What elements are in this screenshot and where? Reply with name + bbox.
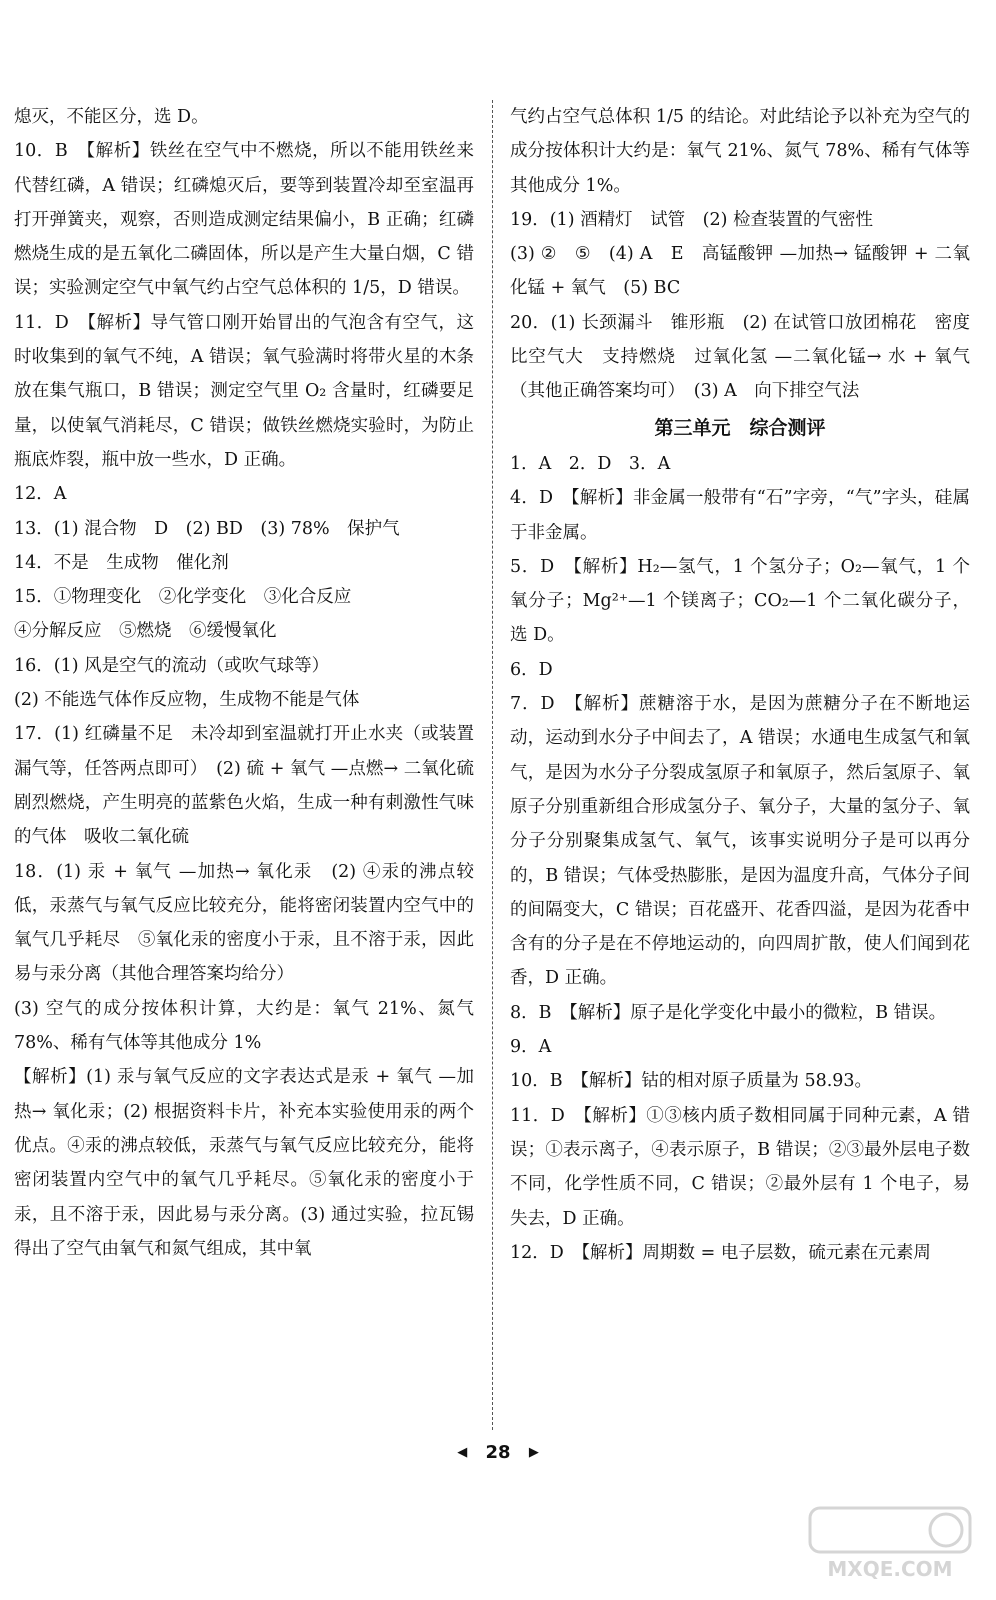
answer-paragraph: 11．D 【解析】①③核内质子数相同属于同种元素，A 错误；①表示离子，④表示原子，B 错误；②③最外层电子数不同，化学性质不同，C 错误；②最外层有 1 个电子，易失去，D 正确。 bbox=[510, 1105, 970, 1229]
answer-paragraph: ④分解反应 ⑤燃烧 ⑥缓慢氧化 bbox=[14, 621, 277, 642]
watermark-logo bbox=[806, 1504, 974, 1582]
answer-paragraph: 18．(1) 汞 + 氧气 —加热→ 氧化汞 (2) ④汞的沸点较低，汞蒸气与氧气反应比较充分，能将密闭装置内空气中的氧气几乎耗尽 ⑤氧化汞的密度小于汞，且不溶于汞，因此易与汞分离（其他合理答案均给分） bbox=[14, 861, 474, 985]
answer-paragraph: 9．A bbox=[510, 1037, 552, 1058]
answer-paragraph: 11．D 【解析】导气管口刚开始冒出的气泡含有空气，这时收集到的氧气不纯，A 错误；氧气验满时将带火星的木条放在集气瓶口，B 错误；测定空气里 O₂ 含量时，红磷要足量，以使氧气消耗尽，C 错误；做铁丝燃烧实验时，为防止瓶底炸裂，瓶中放一些水，D 正确。 bbox=[14, 312, 474, 470]
answer-paragraph: 13．(1) 混合物 D (2) BD (3) 78% 保护气 bbox=[14, 518, 400, 539]
answer-paragraph: 熄灭，不能区分，选 D。 bbox=[14, 107, 209, 127]
answer-paragraph: 15．①物理变化 ②化学变化 ③化合反应 bbox=[14, 587, 352, 608]
answer-paragraph: (2) 不能选气体作反应物，生成物不能是气体 bbox=[14, 690, 360, 711]
left-column bbox=[14, 100, 492, 1266]
answer-paragraph: 4．D 【解析】非金属一般带有“石”字旁，“气”字头，硅属于非金属。 bbox=[510, 488, 970, 543]
answer-paragraph: 8．B 【解析】原子是化学变化中最小的微粒，B 错误。 bbox=[510, 1002, 947, 1023]
next-page-icon[interactable]: ▶ bbox=[528, 1445, 539, 1460]
answer-paragraph: 6．D bbox=[510, 659, 553, 680]
answer-paragraph: 19．(1) 酒精灯 试管 (2) 检查装置的气密性 bbox=[510, 209, 873, 230]
answer-paragraph: 20．(1) 长颈漏斗 锥形瓶 (2) 在试管口放团棉花 密度比空气大 支持燃烧 过氧化氢 —二氧化锰→ 水 + 氧气（其他正确答案均可） (3) A 向下排空气法 bbox=[510, 312, 970, 402]
column-divider bbox=[492, 100, 493, 1430]
page-footer bbox=[0, 1442, 996, 1463]
answer-paragraph: 10．B 【解析】铁丝在空气中不燃烧，所以不能用铁丝来代替红磷，A 错误；红磷熄灭后，要等到装置冷却至室温再打开弹簧夹，观察，否则造成测定结果偏小，B 正确；红磷燃烧生成的是五氧化二磷固体，所以是产生大量白烟，C 错误；实验测定空气中氧气约占空气总体积的 1/5，D 错误。 bbox=[14, 141, 474, 299]
answer-paragraph: 12．A bbox=[14, 484, 67, 505]
prev-page-icon[interactable]: ◀ bbox=[457, 1445, 468, 1460]
answer-paragraph: (3) 空气的成分按体积计算，大约是：氧气 21%、氮气 78%、稀有气体等其他成分 1% bbox=[14, 998, 474, 1054]
answer-paragraph: 【解析】(1) 汞与氧气反应的文字表达式是汞 + 氧气 —加热→ 氧化汞；(2) 根据资料卡片，补充本实验使用汞的两个优点。④汞的沸点较低，汞蒸气与氧气反应比较充分，能将密闭装置内空气中的氧气几乎耗尽。⑤氧化汞的密度小于汞，且不溶于汞，因此易与汞分离。(3) 通过实验，拉瓦锡得出了空气由氧气和氮气组成，其中氧 bbox=[14, 1067, 474, 1259]
right-column bbox=[510, 100, 970, 1270]
answer-paragraph: 气约占空气总体积 1/5 的结论。对此结论予以补充为空气的成分按体积计大约是：氧气 21%、氮气 78%、稀有气体等其他成分 1%。 bbox=[510, 107, 970, 196]
answer-paragraph: 14．不是 生成物 催化剂 bbox=[14, 552, 229, 573]
answer-paragraph: 7．D 【解析】蔗糖溶于水，是因为蔗糖分子在不断地运动，运动到水分子中间去了，A 错误；水通电生成氢气和氧气，是因为水分子分裂成氢原子和氧原子，然后氢原子、氧原子分别重新组合形成氢分子、氧分子，大量的氢分子、氧分子分别聚集成氢气、氧气，该事实说明分子是可以再分的，B 错误；气体受热膨胀，是因为温度升高，气体分子间的间隔变大，C 错误；百花盛开、花香四溢，是因为花香中含有的分子是在不停地运动的，向四周扩散，使人们闻到花香，D 正确。 bbox=[510, 694, 970, 989]
watermark-text: MXQE.COM bbox=[827, 1557, 953, 1581]
page-number: 28 bbox=[485, 1442, 511, 1463]
answer-paragraph: 16．(1) 风是空气的流动（或吹气球等） bbox=[14, 655, 330, 676]
answer-paragraph: 10．B 【解析】钴的相对原子质量为 58.93。 bbox=[510, 1071, 873, 1092]
answer-paragraph: (3) ② ⑤ (4) A E 高锰酸钾 —加热→ 锰酸钾 + 二氧化锰 + 氧气 (5) BC bbox=[510, 244, 970, 299]
section-title: 第三单元 综合测评 bbox=[654, 416, 826, 439]
answer-paragraph: 1．A 2．D 3．A bbox=[510, 453, 671, 474]
answer-paragraph: 17．(1) 红磷量不足 未冷却到室温就打开止水夹（或装置漏气等，任答两点即可） (2) 硫 + 氧气 —点燃→ 二氧化硫 剧烈燃烧，产生明亮的蓝紫色火焰，生成一种有刺激性气味的气体 吸收二氧化硫 bbox=[14, 724, 492, 848]
answer-paragraph: 5．D 【解析】H₂—氢气，1 个氢分子；O₂—氧气，1 个氧分子；Mg²⁺—1 个镁离子；CO₂—1 个二氧化碳分子，选 D。 bbox=[510, 556, 970, 646]
answer-paragraph: 12．D 【解析】周期数 = 电子层数，硫元素在元素周 bbox=[510, 1242, 931, 1263]
